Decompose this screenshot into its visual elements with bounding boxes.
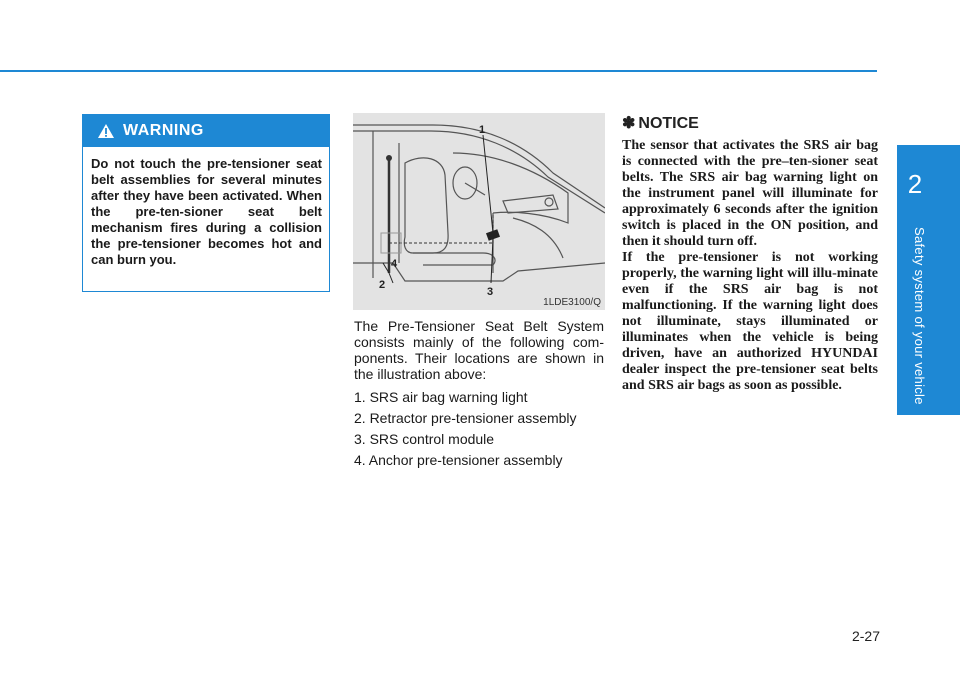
list-item: 2. Retractor pre-tensioner assembly [354,410,577,426]
list-item: 1. SRS air bag warning light [354,389,528,405]
warning-triangle-icon [97,123,115,139]
intro-paragraph: The Pre-Tensioner Seat Belt System consists mainly of the following com-ponents. Their locations are shown in the illustration above: [354,318,604,382]
warning-box [82,114,330,292]
component-description [354,318,604,473]
callout-2: 2 [379,279,386,291]
callout-1: 1 [479,124,486,136]
callout-3: 3 [487,286,494,298]
section-tab [897,145,960,415]
notice-star-icon: ✽ [622,115,636,132]
section-title: Safety system of your vehicle [912,227,927,405]
notice-heading [622,113,878,133]
page-number: 2-27 [851,628,880,644]
notice-paragraph: The sensor that activates the SRS air bag is connected with the pre–ten-sioner seat belts. The SRS air bag warning light on the instrument panel will illuminate for approximately 6 seconds after the ignition switch is placed in the ON position, and then it should turn off. [622,138,878,249]
header-rule [0,70,877,72]
warning-text: Do not touch the pre-tensioner seat belt assemblies for several minutes after they have been activated. When the pre-ten-sioner seat belt mechanism fires during a collision the pre-tensioner becomes hot and can burn you. [91,156,322,267]
warning-title: WARNING [123,122,204,139]
list-item: 3. SRS control module [354,431,495,447]
notice-title: NOTICE [638,115,699,132]
car-drawing [353,113,605,310]
notice-paragraph: If the pre-tensioner is not working properly, the warning light will illu-minate even if the SRS air bag is not malfunctioning. If the warning light does not illuminate, stays illuminated or illuminates when the vehicle is being driven, have an authorized HYUNDAI dealer inspect the pre-tensioner seat belts and SRS air bags as soon as possible. [622,250,878,393]
figure-code: 1LDE3100/Q [543,297,601,308]
warning-header [83,115,329,147]
section-number: 2 [907,169,923,199]
callout-4: 4 [391,258,398,270]
list-item: 4. Anchor pre-tensioner assembly [354,452,563,468]
notice-section [622,113,878,394]
car-interior-illustration [353,113,605,310]
